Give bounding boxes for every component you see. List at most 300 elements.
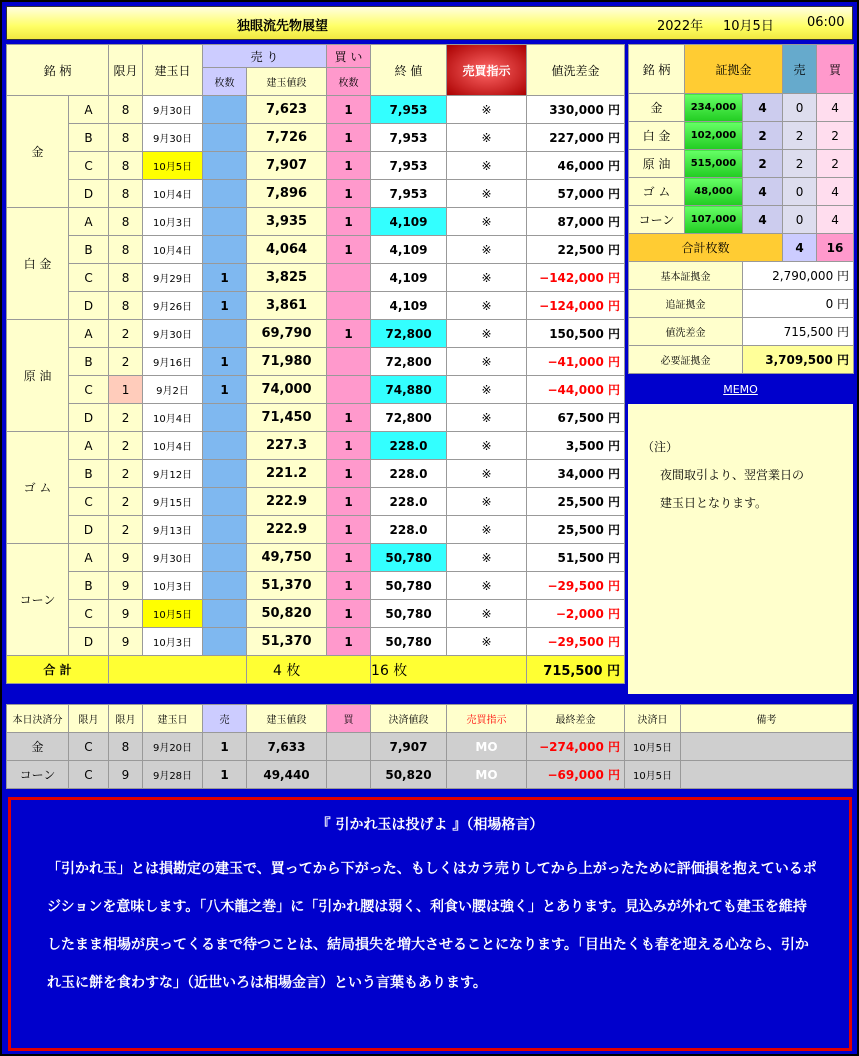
entry-date: 9月30日 [143, 96, 203, 124]
wash-label: 値洗差金 [629, 318, 743, 346]
col-date: 建玉日 [143, 45, 203, 96]
sell-count [203, 208, 247, 236]
mark-to-market: 330,000 円 [527, 96, 625, 124]
position-letter: B [69, 236, 109, 264]
mark-to-market: 67,500 円 [527, 404, 625, 432]
header-bar [6, 6, 853, 40]
entry-price: 7,896 [247, 180, 327, 208]
contract-month: 2 [109, 348, 143, 376]
sell-count [203, 572, 247, 600]
position-letter: B [69, 572, 109, 600]
brand-name: 白 金 [7, 208, 69, 320]
position-letter: D [69, 180, 109, 208]
entry-price: 74,000 [247, 376, 327, 404]
margin-amount: 515,000 [685, 150, 743, 178]
sell-count [203, 96, 247, 124]
entry-date: 10月3日 [143, 628, 203, 656]
order-instruction: ※ [447, 152, 527, 180]
contract-month: 1 [109, 376, 143, 404]
sell-count [203, 544, 247, 572]
close-price: 50,780 [371, 572, 447, 600]
header-time: 06:00 [807, 15, 845, 30]
buy-count: 1 [327, 180, 371, 208]
margin-units: 2 [743, 122, 783, 150]
contract-month: 8 [109, 180, 143, 208]
order-instruction: ※ [447, 600, 527, 628]
order-instruction: ※ [447, 404, 527, 432]
margin-units: 4 [743, 178, 783, 206]
position-row [7, 628, 625, 656]
close-price: 4,109 [371, 292, 447, 320]
entry-price: 222.9 [247, 516, 327, 544]
buy-count [327, 264, 371, 292]
settle-date: 9月28日 [143, 761, 203, 789]
close-price: 228.0 [371, 488, 447, 516]
settle-month: 8 [109, 733, 143, 761]
settle-brand: コーン [7, 761, 69, 789]
entry-date: 9月30日 [143, 320, 203, 348]
contract-month: 9 [109, 628, 143, 656]
settle-row [7, 733, 853, 761]
settlement-table [6, 704, 853, 789]
settle-col-i: 売買指示 [447, 705, 527, 733]
contract-month: 2 [109, 516, 143, 544]
settle-price: 7,633 [247, 733, 327, 761]
settle-date: 9月20日 [143, 733, 203, 761]
entry-date: 9月26日 [143, 292, 203, 320]
sell-count [203, 516, 247, 544]
memo-panel [628, 404, 853, 694]
sell-count: 1 [203, 292, 247, 320]
brand-name: 原 油 [7, 320, 69, 432]
add-margin-value: 0 円 [743, 290, 854, 318]
position-letter: A [69, 96, 109, 124]
settle-row [7, 761, 853, 789]
mark-to-market: 150,500 円 [527, 320, 625, 348]
order-instruction: ※ [447, 516, 527, 544]
buy-count [327, 376, 371, 404]
margin-sell: 0 [783, 94, 817, 122]
add-margin-row [629, 290, 854, 318]
need-margin-label: 必要証拠金 [629, 346, 743, 374]
header-row [7, 45, 625, 68]
col-order: 売買指示 [447, 45, 527, 96]
margin-col-brand: 銘 柄 [629, 45, 685, 94]
settle-letter: C [69, 733, 109, 761]
position-row [7, 96, 625, 124]
settle-note [681, 733, 853, 761]
contract-month: 8 [109, 236, 143, 264]
total-diff: 715,500 円 [527, 656, 625, 684]
order-instruction: ※ [447, 628, 527, 656]
position-row [7, 404, 625, 432]
entry-price: 7,726 [247, 124, 327, 152]
position-row [7, 264, 625, 292]
mark-to-market: 57,000 円 [527, 180, 625, 208]
settle-col-c: 限月 [109, 705, 143, 733]
close-price: 228.0 [371, 432, 447, 460]
position-letter: D [69, 292, 109, 320]
settle-col-j: 最終差金 [527, 705, 625, 733]
contract-month: 8 [109, 124, 143, 152]
col-price: 建玉値段 [247, 68, 327, 96]
settle-col-h: 決済値段 [371, 705, 447, 733]
close-price: 4,109 [371, 264, 447, 292]
margin-sell: 0 [783, 178, 817, 206]
position-letter: D [69, 404, 109, 432]
sell-count: 1 [203, 348, 247, 376]
wash-row [629, 318, 854, 346]
contract-month: 8 [109, 292, 143, 320]
total-row [7, 656, 625, 684]
close-price: 4,109 [371, 208, 447, 236]
col-sell-count: 枚数 [203, 68, 247, 96]
position-row [7, 432, 625, 460]
margin-buy: 4 [817, 206, 854, 234]
settle-final: −69,000 円 [527, 761, 625, 789]
settle-col-d: 建玉日 [143, 705, 203, 733]
position-row [7, 208, 625, 236]
settle-note [681, 761, 853, 789]
entry-price: 4,064 [247, 236, 327, 264]
contract-month: 8 [109, 208, 143, 236]
margin-units: 4 [743, 206, 783, 234]
entry-date: 10月5日 [143, 152, 203, 180]
buy-count: 1 [327, 516, 371, 544]
settle-col-f: 建玉値段 [247, 705, 327, 733]
contract-month: 9 [109, 600, 143, 628]
buy-count [327, 292, 371, 320]
margin-brand: 金 [629, 94, 685, 122]
brand-name: 金 [7, 96, 69, 208]
entry-price: 51,370 [247, 628, 327, 656]
margin-row [629, 178, 854, 206]
order-instruction: ※ [447, 432, 527, 460]
margin-row [629, 94, 854, 122]
contract-month: 2 [109, 320, 143, 348]
entry-date: 9月30日 [143, 544, 203, 572]
order-instruction: ※ [447, 348, 527, 376]
close-price: 72,800 [371, 404, 447, 432]
position-letter: C [69, 264, 109, 292]
close-price: 72,800 [371, 320, 447, 348]
settle-day: 10月5日 [625, 733, 681, 761]
close-price: 4,109 [371, 236, 447, 264]
settle-letter: C [69, 761, 109, 789]
col-brand: 銘 柄 [7, 45, 109, 96]
entry-price: 7,907 [247, 152, 327, 180]
margin-units: 2 [743, 150, 783, 178]
position-letter: C [69, 488, 109, 516]
position-row [7, 488, 625, 516]
entry-date: 9月30日 [143, 124, 203, 152]
need-margin-row [629, 346, 854, 374]
mark-to-market: 25,500 円 [527, 516, 625, 544]
base-margin-value: 2,790,000 円 [743, 262, 854, 290]
position-letter: B [69, 460, 109, 488]
buy-count: 1 [327, 320, 371, 348]
sell-count [203, 404, 247, 432]
margin-buy: 4 [817, 178, 854, 206]
settle-buy [327, 761, 371, 789]
margin-sell: 0 [783, 206, 817, 234]
sell-count [203, 124, 247, 152]
mark-to-market: −44,000 円 [527, 376, 625, 404]
col-buy: 買 い [327, 45, 371, 68]
header-year: 2022年 [657, 19, 704, 34]
settle-price: 49,440 [247, 761, 327, 789]
margin-row [629, 150, 854, 178]
entry-price: 7,623 [247, 96, 327, 124]
margin-brand: 原 油 [629, 150, 685, 178]
position-row [7, 292, 625, 320]
order-instruction: ※ [447, 320, 527, 348]
margin-amount: 107,000 [685, 206, 743, 234]
entry-price: 3,861 [247, 292, 327, 320]
buy-count: 1 [327, 488, 371, 516]
mark-to-market: 46,000 円 [527, 152, 625, 180]
margin-buy: 2 [817, 122, 854, 150]
settle-month: 9 [109, 761, 143, 789]
entry-date: 9月16日 [143, 348, 203, 376]
margin-total-label: 合計枚数 [629, 234, 783, 262]
close-price: 50,780 [371, 600, 447, 628]
entry-price: 49,750 [247, 544, 327, 572]
entry-date: 9月15日 [143, 488, 203, 516]
sell-count [203, 236, 247, 264]
contract-month: 2 [109, 432, 143, 460]
position-letter: D [69, 628, 109, 656]
mark-to-market: −124,000 円 [527, 292, 625, 320]
settle-order: MO [447, 761, 527, 789]
settle-brand: 金 [7, 733, 69, 761]
position-row [7, 600, 625, 628]
entry-price: 222.9 [247, 488, 327, 516]
brand-name: コーン [7, 544, 69, 656]
wash-value: 715,500 円 [743, 318, 854, 346]
close-price: 7,953 [371, 96, 447, 124]
order-instruction: ※ [447, 544, 527, 572]
order-instruction: ※ [447, 460, 527, 488]
position-letter: C [69, 376, 109, 404]
contract-month: 2 [109, 460, 143, 488]
add-margin-label: 追証拠金 [629, 290, 743, 318]
buy-count: 1 [327, 432, 371, 460]
contract-month: 8 [109, 96, 143, 124]
margin-col-buy: 買 [817, 45, 854, 94]
mark-to-market: 34,000 円 [527, 460, 625, 488]
order-instruction: ※ [447, 124, 527, 152]
proverb-title: 『 引かれ玉は投げよ 』（相場格言） [316, 817, 544, 833]
total-sell: 4 枚 [247, 656, 371, 684]
margin-col-sell: 売 [783, 45, 817, 94]
position-letter: A [69, 544, 109, 572]
margin-buy: 4 [817, 94, 854, 122]
buy-count [327, 348, 371, 376]
margin-total-buy: 16 [817, 234, 854, 262]
order-instruction: ※ [447, 292, 527, 320]
position-row [7, 320, 625, 348]
entry-price: 3,935 [247, 208, 327, 236]
base-margin-label: 基本証拠金 [629, 262, 743, 290]
brand-name: ゴ ム [7, 432, 69, 544]
mark-to-market: −29,500 円 [527, 628, 625, 656]
order-instruction: ※ [447, 264, 527, 292]
position-letter: A [69, 320, 109, 348]
entry-date: 9月29日 [143, 264, 203, 292]
margin-buy: 2 [817, 150, 854, 178]
contract-month: 9 [109, 572, 143, 600]
position-letter: B [69, 348, 109, 376]
entry-price: 221.2 [247, 460, 327, 488]
position-row [7, 124, 625, 152]
sell-count [203, 180, 247, 208]
settle-col-g: 買 [327, 705, 371, 733]
settle-col-k: 決済日 [625, 705, 681, 733]
close-price: 7,953 [371, 152, 447, 180]
memo-line-3: 建玉日となります。 [660, 496, 768, 510]
sell-count: 1 [203, 376, 247, 404]
margin-header-row [629, 45, 854, 94]
position-row [7, 544, 625, 572]
settle-col-e: 売 [203, 705, 247, 733]
sell-count: 1 [203, 264, 247, 292]
margin-table [628, 44, 854, 374]
order-instruction: ※ [447, 488, 527, 516]
sell-count [203, 152, 247, 180]
settle-col-b: 限月 [69, 705, 109, 733]
settle-sell: 1 [203, 733, 247, 761]
buy-count: 1 [327, 544, 371, 572]
col-diff: 値洗差金 [527, 45, 625, 96]
total-buy: 16 枚 [371, 656, 527, 684]
position-row [7, 180, 625, 208]
order-instruction: ※ [447, 208, 527, 236]
entry-price: 71,980 [247, 348, 327, 376]
col-sell: 売 り [203, 45, 327, 68]
sell-count [203, 488, 247, 516]
settle-header-row [7, 705, 853, 733]
mark-to-market: −142,000 円 [527, 264, 625, 292]
close-price: 7,953 [371, 180, 447, 208]
settle-close: 7,907 [371, 733, 447, 761]
settle-col-a: 本日決済分 [7, 705, 69, 733]
entry-price: 51,370 [247, 572, 327, 600]
margin-row [629, 206, 854, 234]
position-letter: B [69, 124, 109, 152]
entry-date: 10月4日 [143, 404, 203, 432]
position-row [7, 152, 625, 180]
base-margin-row [629, 262, 854, 290]
close-price: 50,780 [371, 628, 447, 656]
entry-date: 9月13日 [143, 516, 203, 544]
margin-amount: 234,000 [685, 94, 743, 122]
position-row [7, 572, 625, 600]
order-instruction: ※ [447, 376, 527, 404]
sell-count [203, 600, 247, 628]
position-letter: C [69, 152, 109, 180]
settle-col-l: 備考 [681, 705, 853, 733]
total-label: 合 計 [7, 656, 109, 684]
buy-count: 1 [327, 460, 371, 488]
entry-price: 71,450 [247, 404, 327, 432]
position-letter: D [69, 516, 109, 544]
memo-line-1: （注） [642, 440, 679, 454]
mark-to-market: 22,500 円 [527, 236, 625, 264]
mark-to-market: 87,000 円 [527, 208, 625, 236]
page-title: 独眼流先物展望 [237, 19, 329, 34]
mark-to-market: 227,000 円 [527, 124, 625, 152]
mark-to-market: −41,000 円 [527, 348, 625, 376]
entry-date: 10月3日 [143, 208, 203, 236]
buy-count: 1 [327, 600, 371, 628]
entry-date: 10月4日 [143, 180, 203, 208]
position-row [7, 460, 625, 488]
margin-row [629, 122, 854, 150]
entry-date: 9月12日 [143, 460, 203, 488]
contract-month: 8 [109, 152, 143, 180]
settle-final: −274,000 円 [527, 733, 625, 761]
sell-count [203, 460, 247, 488]
entry-date: 10月4日 [143, 432, 203, 460]
mark-to-market: 25,500 円 [527, 488, 625, 516]
memo-line-2: 夜間取引より、翌営業日の [660, 468, 805, 482]
contract-month: 9 [109, 544, 143, 572]
settle-sell: 1 [203, 761, 247, 789]
margin-brand: 白 金 [629, 122, 685, 150]
entry-price: 3,825 [247, 264, 327, 292]
settle-close: 50,820 [371, 761, 447, 789]
entry-price: 69,790 [247, 320, 327, 348]
proverb-panel [8, 797, 852, 1051]
buy-count: 1 [327, 96, 371, 124]
mark-to-market: −2,000 円 [527, 600, 625, 628]
buy-count: 1 [327, 236, 371, 264]
col-month: 限月 [109, 45, 143, 96]
position-letter: A [69, 432, 109, 460]
sell-count [203, 320, 247, 348]
settle-order: MO [447, 733, 527, 761]
margin-total-row [629, 234, 854, 262]
settle-day: 10月5日 [625, 761, 681, 789]
entry-date: 9月2日 [143, 376, 203, 404]
entry-date: 10月5日 [143, 600, 203, 628]
margin-total-sell: 4 [783, 234, 817, 262]
col-buy-count: 枚数 [327, 68, 371, 96]
sell-count [203, 628, 247, 656]
contract-month: 8 [109, 264, 143, 292]
position-letter: A [69, 208, 109, 236]
close-price: 228.0 [371, 460, 447, 488]
entry-date: 10月3日 [143, 572, 203, 600]
buy-count: 1 [327, 628, 371, 656]
close-price: 50,780 [371, 544, 447, 572]
memo-link[interactable]: MEMO [628, 378, 853, 402]
contract-month: 2 [109, 488, 143, 516]
position-row [7, 348, 625, 376]
positions-table [6, 44, 625, 684]
margin-col-amount: 証拠金 [685, 45, 783, 94]
col-close: 終 値 [371, 45, 447, 96]
position-row [7, 516, 625, 544]
position-letter: C [69, 600, 109, 628]
close-price: 74,880 [371, 376, 447, 404]
mark-to-market: −29,500 円 [527, 572, 625, 600]
sell-count [203, 432, 247, 460]
mark-to-market: 3,500 円 [527, 432, 625, 460]
buy-count: 1 [327, 152, 371, 180]
proverb-body: 「引かれ玉」とは損勘定の建玉で、買ってから下がった、もしくはカラ売りしてから上がったために評価損を抱えているポジションを意味します。「八木龍之巻」に「引かれ腰は弱く、利食い腰は強く」とあります。見込みが外れても建玉を維持したまま相場が戻ってくるまで待つことは、結局損失を増大させることになります。「目出たくも春を迎える心なら、引かれ玉に餅を食わすな」（近世いろは相場金言）という言葉もあります。 [47, 861, 817, 991]
